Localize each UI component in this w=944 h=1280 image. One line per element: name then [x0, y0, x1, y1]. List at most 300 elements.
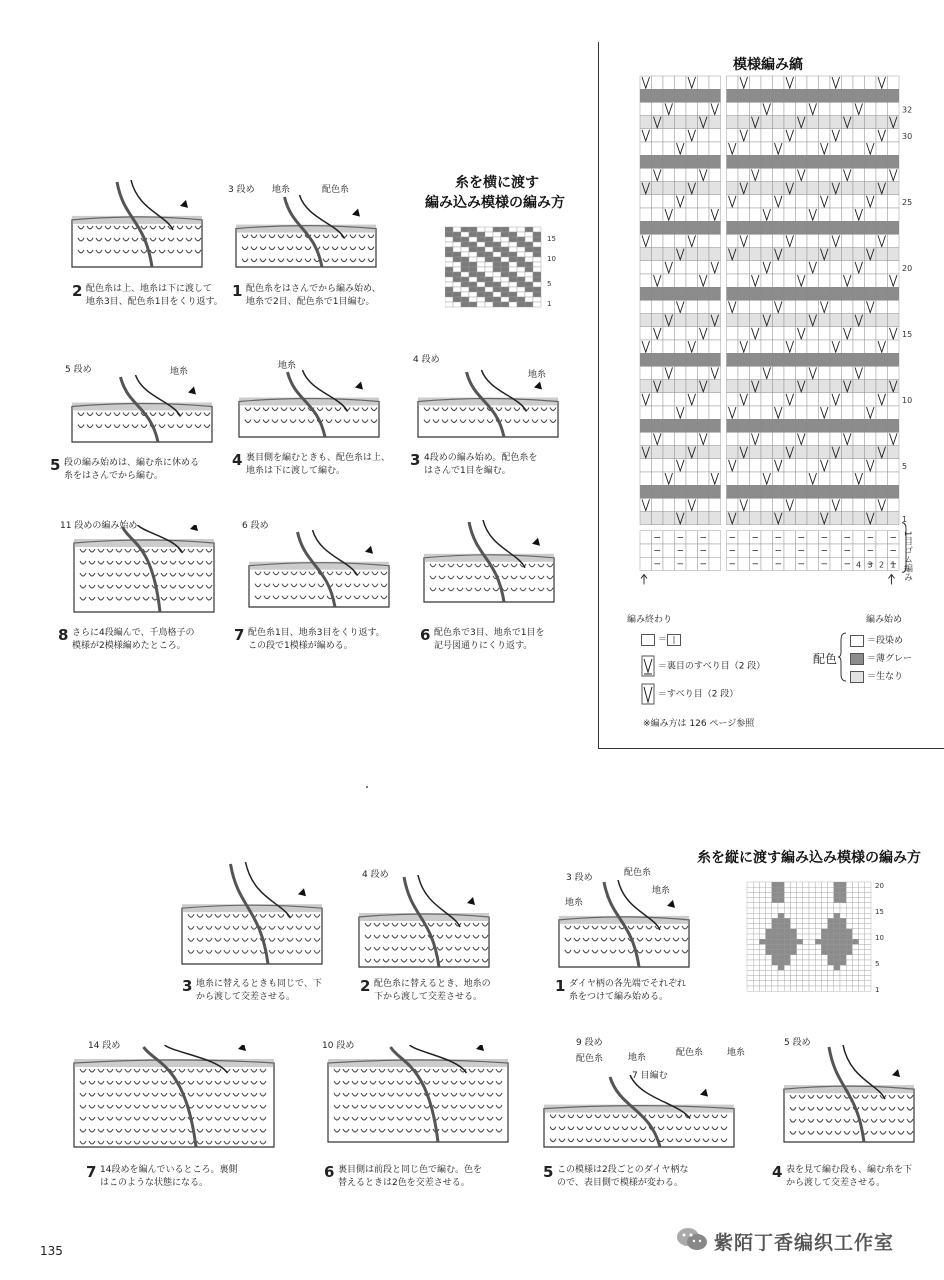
- chart-row-number: 10: [902, 396, 913, 405]
- chart-cell: [461, 292, 469, 297]
- chart-cell: [709, 168, 721, 181]
- rib-cell: [807, 544, 819, 557]
- chart-cell: [525, 227, 533, 232]
- chart-cell: [698, 314, 710, 327]
- chart-cell: [445, 302, 453, 307]
- chart-cell: [807, 195, 819, 208]
- chart-cell: [809, 939, 815, 944]
- chart-row-number: 25: [902, 198, 913, 207]
- chart-cell: [709, 182, 721, 195]
- chart-cell: [797, 887, 803, 892]
- step-1-illustration: [232, 195, 382, 275]
- chart-cell: [853, 419, 865, 432]
- chart-cell: [797, 965, 803, 970]
- chart-cell: [807, 340, 819, 353]
- chart-cell: [686, 89, 698, 102]
- chart-cell: [640, 406, 652, 419]
- chart-cell: [846, 908, 852, 913]
- chart-cell: [747, 976, 753, 981]
- chart-cell: [840, 960, 846, 965]
- chart-cell: [753, 965, 759, 970]
- chart-cell: [675, 274, 687, 287]
- chart-cell: [819, 168, 831, 181]
- chart-cell: [815, 934, 821, 939]
- chart-cell: [453, 272, 461, 277]
- chart-cell: [477, 282, 485, 287]
- chart-cell: [469, 227, 477, 232]
- chart-cell: [766, 934, 772, 939]
- chart-cell: [652, 512, 664, 525]
- chart-cell: [640, 353, 652, 366]
- chart-cell: [784, 981, 790, 986]
- chart-cell: [663, 432, 675, 445]
- chart-cell: [807, 168, 819, 181]
- chart-cell: [698, 353, 710, 366]
- chart-cell: [727, 102, 739, 115]
- chart-cell: [865, 314, 877, 327]
- chart-cell: [778, 950, 784, 955]
- rib-cell: [784, 544, 796, 557]
- chart-cell: [865, 340, 877, 353]
- rib-cell: [686, 557, 698, 570]
- chart-cell: [834, 976, 840, 981]
- mini-chart-row-label: 15: [875, 908, 884, 916]
- mini-chart-row-label: 1: [547, 300, 552, 308]
- chart-cell: [485, 252, 493, 257]
- chart-cell: [830, 419, 842, 432]
- chart-cell: [778, 934, 784, 939]
- chart-cell: [773, 287, 785, 300]
- chart-cell: [686, 432, 698, 445]
- chart-cell: [815, 918, 821, 923]
- chart-cell: [803, 908, 809, 913]
- chart-cell: [747, 981, 753, 986]
- chart-cell: [747, 955, 753, 960]
- chart-cell: [853, 248, 865, 261]
- chart-cell: [853, 327, 865, 340]
- chart-cell: [727, 432, 739, 445]
- chart-cell: [772, 965, 778, 970]
- chart-cell: [865, 976, 871, 981]
- chart-cell: [698, 248, 710, 261]
- chart-cell: [772, 970, 778, 975]
- chart-cell: [876, 102, 888, 115]
- chart-cell: [853, 287, 865, 300]
- chart-cell: [477, 257, 485, 262]
- chart-cell: [493, 287, 501, 292]
- chart-cell: [750, 208, 762, 221]
- chart-stitch-number: 1: [890, 560, 896, 570]
- chart-cell: [865, 944, 871, 949]
- chart-cell: [493, 227, 501, 232]
- chart-cell: [865, 129, 877, 142]
- chart-cell: [807, 155, 819, 168]
- chart-cell: [485, 292, 493, 297]
- chart-cell: [784, 248, 796, 261]
- chart-cell: [876, 432, 888, 445]
- mini-chart-row-label: 1: [875, 986, 880, 994]
- chart-cell: [778, 976, 784, 981]
- chart-cell: [477, 292, 485, 297]
- chart-cell: [821, 976, 827, 981]
- chart-cell: [853, 76, 865, 89]
- chart-cell: [738, 89, 750, 102]
- chart-cell: [747, 887, 753, 892]
- chart-cell: [727, 182, 739, 195]
- chart-cell: [821, 918, 827, 923]
- chart-cell: [640, 116, 652, 129]
- chart-cell: [640, 195, 652, 208]
- chart-cell: [686, 366, 698, 379]
- step-4-illustration: [235, 370, 385, 445]
- chart-cell: [821, 903, 827, 908]
- chart-cell: [842, 89, 854, 102]
- chart-cell: [815, 986, 821, 991]
- chart-cell: [773, 116, 785, 129]
- color-legend-1: ＝段染め: [850, 633, 903, 647]
- chart-cell: [790, 898, 796, 903]
- chart-cell: [640, 485, 652, 498]
- chart-cell: [525, 277, 533, 282]
- chart-cell: [525, 267, 533, 272]
- chart-cell: [842, 406, 854, 419]
- chart-cell: [445, 267, 453, 272]
- chart-cell: [815, 913, 821, 918]
- chart-cell: [784, 432, 796, 445]
- chart-cell: [525, 297, 533, 302]
- chart-cell: [803, 882, 809, 887]
- chart-cell: [533, 237, 541, 242]
- chart-cell: [445, 237, 453, 242]
- chart-cell: [859, 924, 865, 929]
- chart-cell: [784, 950, 790, 955]
- chart-cell: [853, 195, 865, 208]
- chart-cell: [876, 208, 888, 221]
- chart-cell: [461, 282, 469, 287]
- chart-cell: [727, 327, 739, 340]
- chart-cell: [698, 512, 710, 525]
- chart-cell: [675, 208, 687, 221]
- vstep-2-caption: 2 配色糸に替えるとき、地糸の 下から渡して交差させる。: [360, 977, 491, 1002]
- chart-cell: [709, 274, 721, 287]
- chart-cell: [675, 234, 687, 247]
- chart-cell: [846, 965, 852, 970]
- chart-cell: [652, 89, 664, 102]
- chart-cell: [477, 262, 485, 267]
- chart-cell: [727, 261, 739, 274]
- chart-cell: [738, 472, 750, 485]
- chart-cell: [738, 274, 750, 287]
- chart-cell: [461, 287, 469, 292]
- chart-cell: [663, 406, 675, 419]
- step-8-illustration: [70, 525, 220, 620]
- chart-cell: [876, 380, 888, 393]
- rib-cell: [663, 557, 675, 570]
- chart-cell: [784, 102, 796, 115]
- chart-cell: [652, 498, 664, 511]
- chart-cell: [797, 950, 803, 955]
- chart-cell: [445, 257, 453, 262]
- chart-cell: [790, 950, 796, 955]
- chart-cell: [686, 274, 698, 287]
- chart-cell: [686, 419, 698, 432]
- chart-cell: [842, 393, 854, 406]
- rib-cell: [640, 557, 652, 570]
- chart-cell: [842, 512, 854, 525]
- chart-cell: [469, 247, 477, 252]
- chart-cell: [784, 986, 790, 991]
- chart-cell: [761, 459, 773, 472]
- chart-cell: [865, 155, 877, 168]
- chart-cell: [517, 247, 525, 252]
- chart-cell: [761, 221, 773, 234]
- chart-cell: [663, 446, 675, 459]
- chart-cell: [766, 924, 772, 929]
- chart-cell: [865, 939, 871, 944]
- chart-cell: [852, 898, 858, 903]
- chart-cell: [815, 887, 821, 892]
- chart-cell: [865, 498, 877, 511]
- chart-cell: [819, 234, 831, 247]
- chart-cell: [830, 248, 842, 261]
- chart-cell: [759, 918, 765, 923]
- chart-cell: [821, 929, 827, 934]
- chart-cell: [852, 950, 858, 955]
- chart-cell: [738, 142, 750, 155]
- chart-cell: [469, 287, 477, 292]
- chart-cell: [761, 380, 773, 393]
- chart-cell: [821, 908, 827, 913]
- chart-cell: [859, 986, 865, 991]
- chart-cell: [859, 913, 865, 918]
- chart-cell: [766, 986, 772, 991]
- chart-cell: [859, 939, 865, 944]
- chart-cell: [784, 898, 790, 903]
- chart-cell: [773, 380, 785, 393]
- chart-cell: [807, 498, 819, 511]
- rib-cell: [738, 557, 750, 570]
- chart-cell: [830, 261, 842, 274]
- chart-cell: [778, 887, 784, 892]
- chart-cell: [663, 327, 675, 340]
- chart-cell: [819, 182, 831, 195]
- chart-cell: [766, 913, 772, 918]
- chart-cell: [501, 277, 509, 282]
- chart-cell: [834, 965, 840, 970]
- chart-cell: [784, 939, 790, 944]
- chart-cell: [796, 393, 808, 406]
- chart-cell: [853, 116, 865, 129]
- chart-cell: [738, 432, 750, 445]
- chart-cell: [453, 297, 461, 302]
- chart-cell: [675, 314, 687, 327]
- pattern-note: ※編み方は 126 ページ参照: [643, 719, 755, 729]
- rib-cell: [830, 544, 842, 557]
- chart-cell: [698, 406, 710, 419]
- chart-cell: [761, 432, 773, 445]
- chart-cell: [485, 262, 493, 267]
- chart-cell: [773, 327, 785, 340]
- chart-cell: [753, 960, 759, 965]
- chart-cell: [796, 76, 808, 89]
- chart-cell: [517, 277, 525, 282]
- chart-cell: [821, 950, 827, 955]
- chart-cell: [640, 102, 652, 115]
- chart-cell: [686, 300, 698, 313]
- chart-cell: [834, 970, 840, 975]
- chart-cell: [865, 221, 877, 234]
- chart-cell: [803, 913, 809, 918]
- chart-cell: [852, 944, 858, 949]
- chart-cell: [772, 892, 778, 897]
- chart-cell: [784, 300, 796, 313]
- chart-cell: [828, 908, 834, 913]
- chart-cell: [888, 393, 900, 406]
- chart-cell: [840, 887, 846, 892]
- chart-cell: [453, 237, 461, 242]
- chart-cell: [517, 257, 525, 262]
- chart-cell: [759, 950, 765, 955]
- chart-cell: [796, 340, 808, 353]
- chart-cell: [675, 102, 687, 115]
- chart-cell: [830, 512, 842, 525]
- center-dot: [366, 786, 368, 788]
- chart-cell: [698, 221, 710, 234]
- chart-cell: [842, 208, 854, 221]
- chart-cell: [709, 419, 721, 432]
- chart-cell: [727, 446, 739, 459]
- chart-cell: [533, 302, 541, 307]
- chart-cell: [652, 287, 664, 300]
- chart-cell: [738, 261, 750, 274]
- chart-cell: [738, 314, 750, 327]
- chart-cell: [461, 237, 469, 242]
- chart-cell: [830, 459, 842, 472]
- chart-cell: [821, 924, 827, 929]
- chart-cell: [750, 155, 762, 168]
- chart-cell: [888, 366, 900, 379]
- chart-cell: [469, 262, 477, 267]
- chart-cell: [830, 287, 842, 300]
- chart-cell: [686, 261, 698, 274]
- chart-cell: [830, 274, 842, 287]
- chart-cell: [753, 929, 759, 934]
- chart-cell: [876, 142, 888, 155]
- vstep-4-row-label: 5 段め: [784, 1038, 811, 1048]
- chart-cell: [773, 261, 785, 274]
- chart-cell: [865, 261, 877, 274]
- chart-cell: [784, 195, 796, 208]
- chart-cell: [807, 221, 819, 234]
- chart-cell: [888, 512, 900, 525]
- chart-cell: [652, 300, 664, 313]
- chart-cell: [533, 277, 541, 282]
- chart-cell: [766, 882, 772, 887]
- chart-cell: [469, 257, 477, 262]
- chart-cell: [807, 353, 819, 366]
- chart-cell: [821, 934, 827, 939]
- chart-cell: [796, 129, 808, 142]
- step-3-row-label: 4 段め: [413, 355, 440, 365]
- chart-cell: [773, 432, 785, 445]
- color-swatch-1: [850, 635, 864, 647]
- knitting-start-label: 編み始め: [866, 615, 903, 625]
- chart-cell: [842, 459, 854, 472]
- chart-cell: [652, 195, 664, 208]
- step-3-label: 地糸: [528, 370, 547, 380]
- chart-cell: [796, 300, 808, 313]
- chart-cell: [853, 459, 865, 472]
- chart-cell: [445, 292, 453, 297]
- chart-cell: [797, 970, 803, 975]
- chart-cell: [772, 913, 778, 918]
- chart-cell: [819, 274, 831, 287]
- vertical-section-title: 糸を縦に渡す編み込み模様の編み方: [697, 850, 921, 866]
- step-5-label: 地糸: [170, 367, 189, 377]
- chart-cell: [797, 934, 803, 939]
- chart-cell: [807, 432, 819, 445]
- chart-cell: [803, 976, 809, 981]
- chart-cell: [815, 970, 821, 975]
- chart-cell: [709, 155, 721, 168]
- chart-cell: [773, 498, 785, 511]
- chart-cell: [759, 944, 765, 949]
- chart-cell: [876, 353, 888, 366]
- vstep-5-label-a: 配色糸: [576, 1054, 604, 1064]
- chart-cell: [453, 247, 461, 252]
- chart-cell: [865, 965, 871, 970]
- chart-cell: [865, 393, 877, 406]
- chart-cell: [834, 955, 840, 960]
- chart-cell: [493, 292, 501, 297]
- chart-cell: [747, 882, 753, 887]
- chart-cell: [652, 182, 664, 195]
- chart-cell: [772, 929, 778, 934]
- chart-cell: [766, 976, 772, 981]
- chart-cell: [784, 908, 790, 913]
- chart-cell: [738, 419, 750, 432]
- chart-cell: [727, 129, 739, 142]
- chart-cell: [501, 302, 509, 307]
- chart-cell: [663, 76, 675, 89]
- chart-cell: [876, 195, 888, 208]
- chart-cell: [640, 168, 652, 181]
- chart-cell: [784, 116, 796, 129]
- chart-cell: [828, 965, 834, 970]
- chart-cell: [509, 292, 517, 297]
- chart-cell: [461, 297, 469, 302]
- chart-cell: [865, 955, 871, 960]
- chart-cell: [809, 934, 815, 939]
- chart-cell: [828, 898, 834, 903]
- chart-cell: [834, 944, 840, 949]
- chart-cell: [846, 898, 852, 903]
- chart-cell: [753, 882, 759, 887]
- chart-cell: [750, 261, 762, 274]
- chart-cell: [830, 432, 842, 445]
- chart-cell: [819, 432, 831, 445]
- chart-cell: [469, 242, 477, 247]
- chart-cell: [865, 892, 871, 897]
- chart-cell: [509, 282, 517, 287]
- chart-cell: [865, 986, 871, 991]
- chart-cell: [761, 182, 773, 195]
- chart-cell: [750, 142, 762, 155]
- chart-cell: [807, 274, 819, 287]
- chart-cell: [761, 446, 773, 459]
- chart-cell: [766, 903, 772, 908]
- chart-cell: [652, 393, 664, 406]
